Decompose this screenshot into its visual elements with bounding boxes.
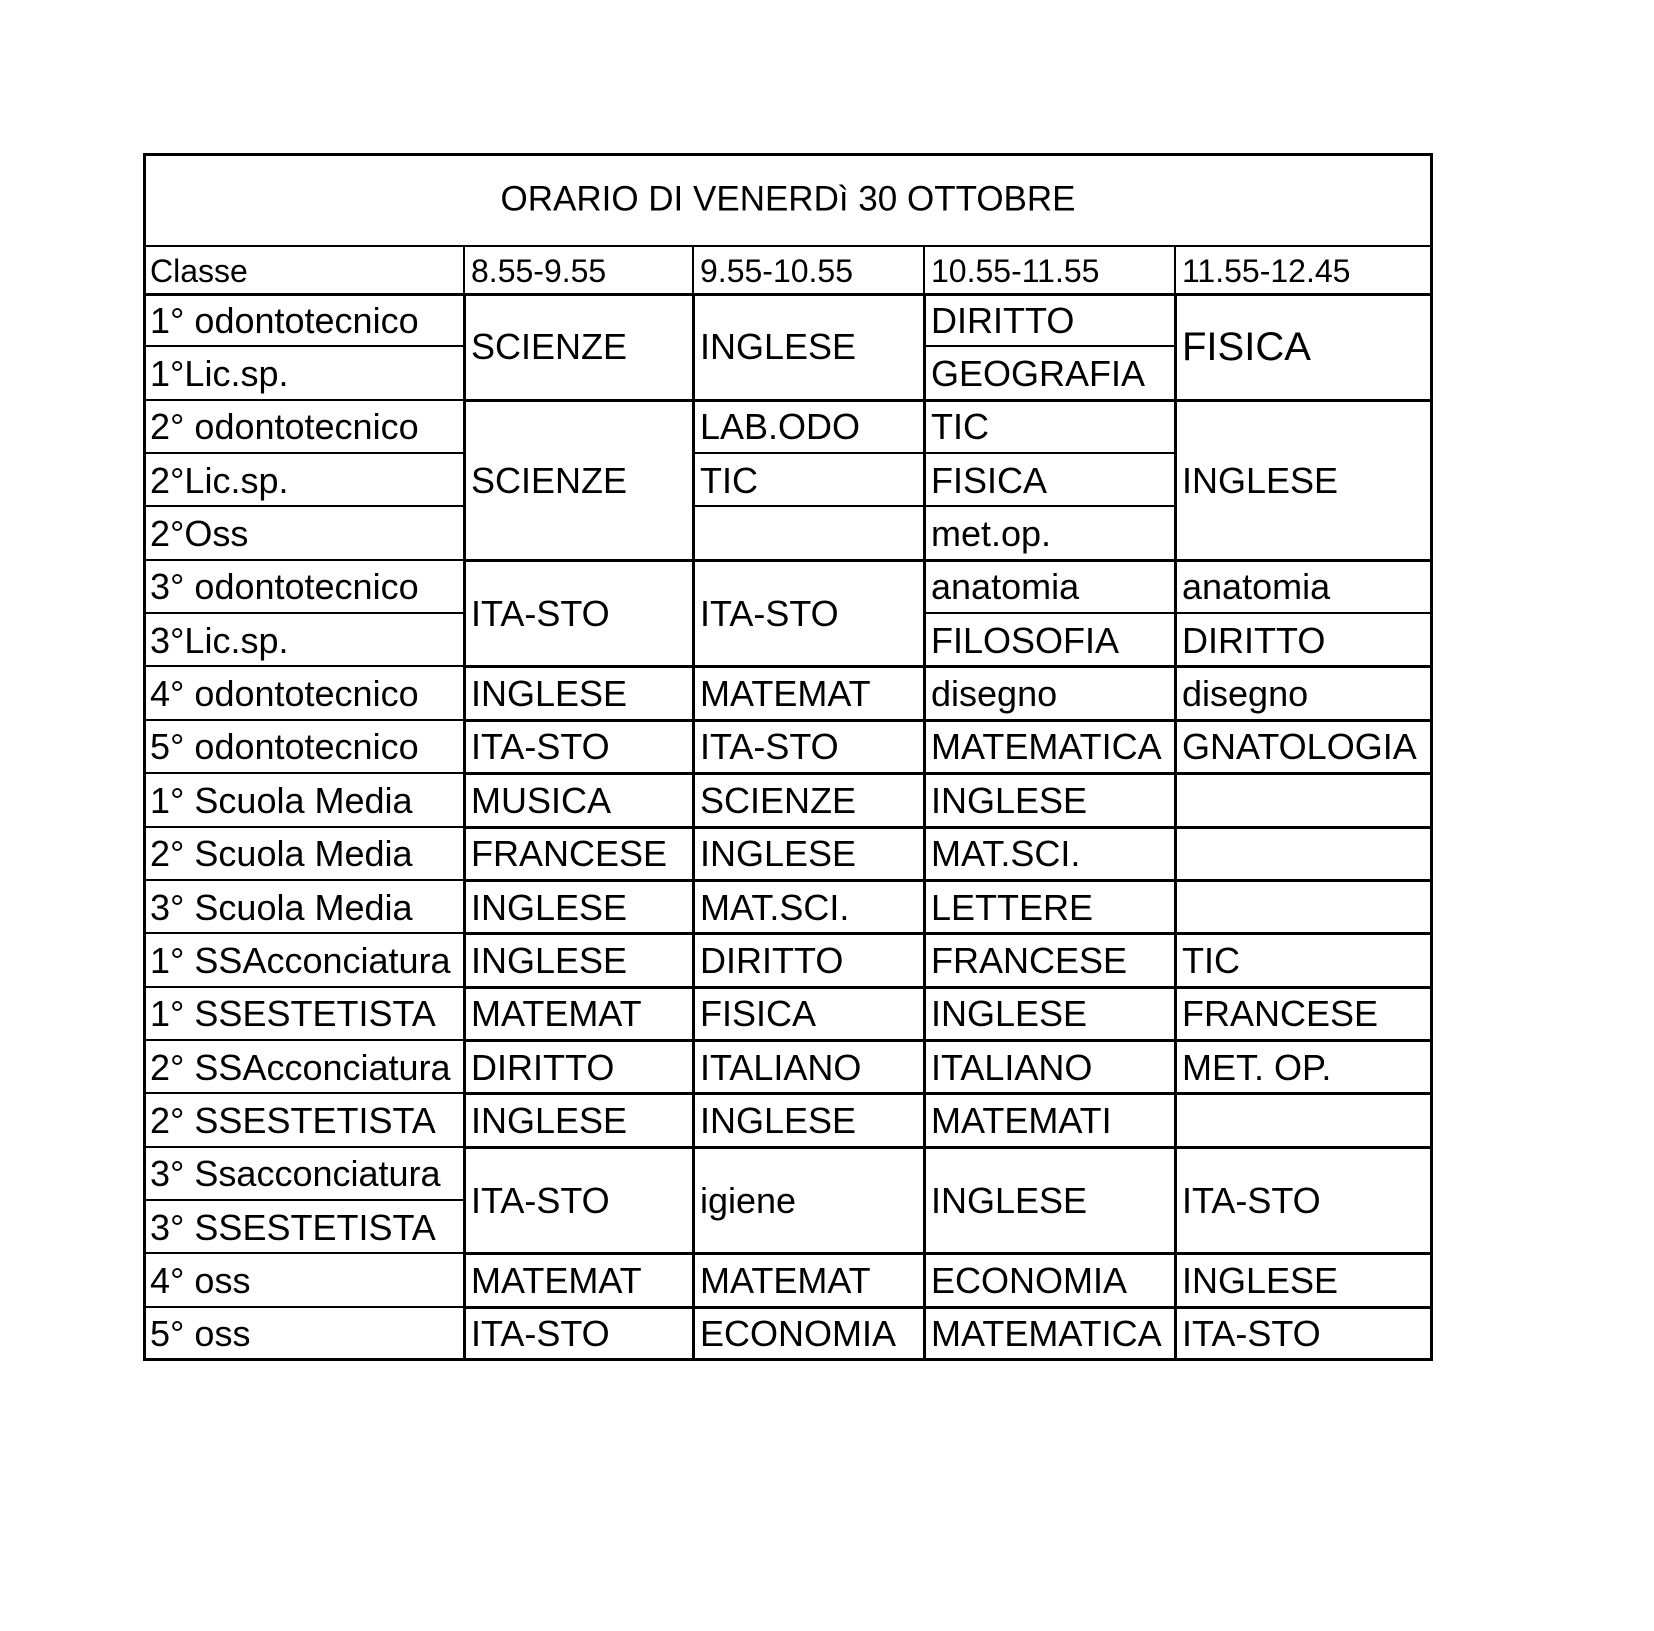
class-name: 3° odontotecnico [150, 566, 419, 608]
subject-cell: INGLESE [931, 779, 1088, 821]
subject-cell: ITA-STO [471, 726, 610, 768]
subject-cell: DIRITTO [700, 939, 844, 981]
class-name: 1° SSAcconciatura [150, 939, 451, 981]
row-divider [143, 879, 464, 881]
subject-cell: INGLESE [700, 833, 857, 875]
subject-cell: FISICA [931, 459, 1048, 501]
border-right [1430, 153, 1433, 1361]
class-name: 3° Scuola Media [150, 886, 413, 928]
subject-cell: MUSICA [471, 779, 612, 821]
class-name: 2° SSAcconciatura [150, 1046, 451, 1088]
class-name: 5° odontotecnico [150, 726, 419, 768]
subject-cell: LAB.ODO [700, 406, 861, 448]
subject-cell: TIC [1182, 939, 1240, 981]
border-left [143, 153, 146, 1361]
subject-cell: SCIENZE [471, 459, 628, 501]
header-time-slot: 10.55-11.55 [931, 253, 1100, 289]
subject-cell: INGLESE [1182, 1259, 1339, 1301]
group-divider [464, 1306, 1433, 1309]
row-divider [143, 559, 464, 561]
class-name: 3° SSESTETISTA [150, 1206, 436, 1248]
row-divider [143, 399, 464, 401]
header-time-slot: 9.55-10.55 [700, 253, 854, 289]
header-time-slot: 11.55-12.45 [1182, 253, 1351, 289]
subject-cell: ITA-STO [700, 593, 839, 635]
subject-cell: FILOSOFIA [931, 619, 1120, 661]
class-name: 2° odontotecnico [150, 406, 419, 448]
row-divider [143, 772, 464, 774]
subject-cell: disegno [1182, 673, 1309, 715]
row-divider [143, 1306, 464, 1308]
subject-cell: INGLESE [471, 673, 628, 715]
subject-cell: FRANCESE [1182, 993, 1379, 1035]
subject-cell: MATEMAT [471, 1259, 642, 1301]
subject-cell: DIRITTO [1182, 619, 1326, 661]
subject-cell: met.op. [931, 513, 1052, 555]
group-divider [464, 719, 1433, 722]
subject-cell: MATEMATICA [931, 1313, 1162, 1355]
group-divider [464, 665, 1433, 668]
row-divider [143, 612, 464, 614]
row-divider [143, 1252, 464, 1254]
title-divider [143, 245, 1433, 247]
subject-cell: anatomia [931, 566, 1080, 608]
border-bottom [143, 1358, 1433, 1361]
subject-cell: LETTERE [931, 886, 1094, 928]
header-column-divider [463, 245, 465, 293]
class-name: 3° Ssacconciatura [150, 1153, 441, 1195]
subject-cell: FRANCESE [471, 833, 668, 875]
row-divider [143, 1092, 464, 1094]
group-divider [464, 399, 1433, 402]
timetable [143, 153, 1521, 1430]
header-column-divider [1174, 245, 1176, 293]
subject-cell: anatomia [1182, 566, 1331, 608]
row-divider [143, 505, 464, 507]
group-divider [464, 772, 1433, 775]
row-divider [143, 1039, 464, 1041]
subject-cell: disegno [931, 673, 1058, 715]
subject-cell: DIRITTO [471, 1046, 615, 1088]
class-name: 2°Lic.sp. [150, 459, 289, 501]
class-name: 1° SSESTETISTA [150, 993, 436, 1035]
subject-cell: ECONOMIA [700, 1313, 897, 1355]
subject-cell: INGLESE [471, 886, 628, 928]
subject-cell: MATEMAT [700, 673, 871, 715]
page-title: ORARIO DI VENERDì 30 OTTOBRE [500, 179, 1076, 219]
header-class: Classe [150, 253, 248, 289]
subject-cell: INGLESE [471, 939, 628, 981]
subject-cell: INGLESE [931, 1179, 1088, 1221]
class-name: 2°Oss [150, 513, 249, 555]
subject-cell: INGLESE [471, 1099, 628, 1141]
group-divider [464, 932, 1433, 935]
subject-cell: SCIENZE [471, 326, 628, 368]
subject-cell: DIRITTO [931, 299, 1075, 341]
row-divider [143, 452, 464, 454]
subject-cell: ITALIANO [700, 1046, 862, 1088]
subject-cell: MATEMATI [931, 1099, 1112, 1141]
header-divider [143, 293, 1433, 296]
subject-cell: INGLESE [700, 1099, 857, 1141]
group-divider [464, 1146, 1433, 1149]
cell-divider [924, 452, 1175, 454]
subject-cell: MATEMAT [471, 993, 642, 1035]
subject-cell: ITA-STO [471, 593, 610, 635]
subject-cell: MAT.SCI. [700, 886, 850, 928]
subject-cell: MAT.SCI. [931, 833, 1081, 875]
row-divider [143, 826, 464, 828]
subject-cell: FISICA [1182, 325, 1311, 370]
row-divider [143, 1199, 464, 1201]
cell-divider [924, 505, 1175, 507]
class-name: 2° SSESTETISTA [150, 1099, 436, 1141]
subject-cell: igiene [700, 1179, 797, 1221]
subject-cell: TIC [700, 459, 758, 501]
subject-cell: ITA-STO [471, 1179, 610, 1221]
subject-cell: TIC [931, 406, 989, 448]
subject-cell: INGLESE [700, 326, 857, 368]
header-column-divider [923, 245, 925, 293]
class-name: 1° Scuola Media [150, 779, 413, 821]
subject-cell: SCIENZE [700, 779, 857, 821]
header-column-divider [692, 245, 694, 293]
row-divider [143, 986, 464, 988]
header-time-slot: 8.55-9.55 [471, 253, 607, 289]
class-name: 1° odontotecnico [150, 299, 419, 341]
subject-cell: FISICA [700, 993, 817, 1035]
subject-cell: INGLESE [931, 993, 1088, 1035]
border-top [143, 153, 1433, 156]
subject-cell: MATEMAT [700, 1259, 871, 1301]
class-name: 2° Scuola Media [150, 833, 413, 875]
group-divider [464, 1039, 1433, 1042]
class-name: 4° oss [150, 1259, 251, 1301]
class-name: 1°Lic.sp. [150, 353, 289, 395]
group-divider [464, 1252, 1433, 1255]
subject-cell: ITALIANO [931, 1046, 1093, 1088]
cell-divider [924, 612, 1175, 614]
class-name: 4° odontotecnico [150, 673, 419, 715]
cell-divider [693, 505, 924, 507]
cell-divider [693, 452, 924, 454]
class-name: 3°Lic.sp. [150, 619, 289, 661]
group-divider [464, 559, 1433, 562]
group-divider [464, 879, 1433, 882]
row-divider [143, 932, 464, 934]
subject-cell: MATEMATICA [931, 726, 1162, 768]
row-divider [143, 665, 464, 667]
subject-cell: INGLESE [1182, 459, 1339, 501]
subject-cell: ITA-STO [1182, 1179, 1321, 1221]
cell-divider [924, 345, 1175, 347]
subject-cell: ITA-STO [471, 1313, 610, 1355]
group-divider [464, 986, 1433, 989]
subject-cell: FRANCESE [931, 939, 1128, 981]
subject-cell: GEOGRAFIA [931, 353, 1146, 395]
group-divider [464, 1092, 1433, 1095]
row-divider [143, 719, 464, 721]
class-name: 5° oss [150, 1313, 251, 1355]
group-divider [464, 826, 1433, 829]
row-divider [143, 1146, 464, 1148]
cell-divider [1175, 612, 1433, 614]
subject-cell: ECONOMIA [931, 1259, 1128, 1301]
row-divider [143, 345, 464, 347]
subject-cell: GNATOLOGIA [1182, 726, 1417, 768]
subject-cell: MET. OP. [1182, 1046, 1332, 1088]
subject-cell: ITA-STO [700, 726, 839, 768]
subject-cell: ITA-STO [1182, 1313, 1321, 1355]
